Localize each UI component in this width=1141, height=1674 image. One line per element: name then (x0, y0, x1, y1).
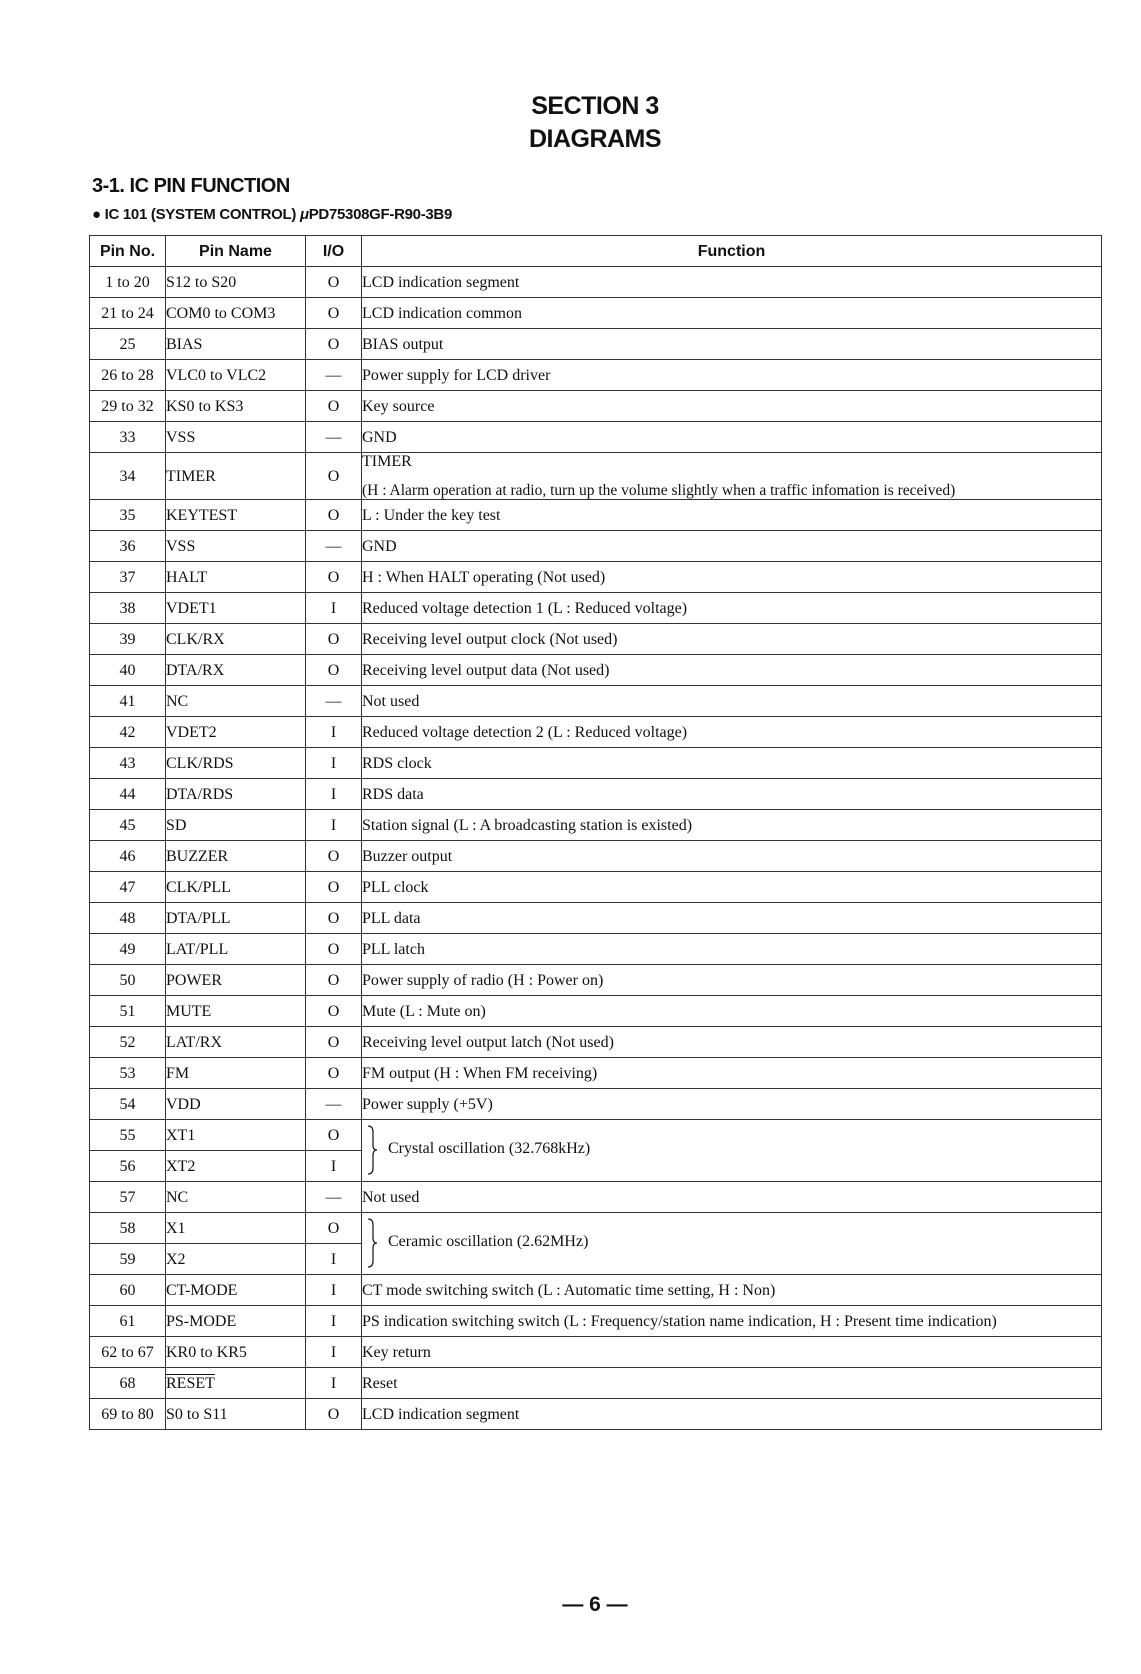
pin-function: Power supply for LCD driver (362, 360, 1102, 391)
function-line-2: (H : Alarm operation at radio, turn up the volume slightly when a traffic infomation is received) (362, 482, 956, 499)
pin-name: LAT/RX (166, 1027, 306, 1058)
pin-io: I (306, 1151, 362, 1182)
page-number: — 6 — (562, 1593, 628, 1616)
pin-no: 59 (90, 1244, 166, 1275)
pin-name: DTA/PLL (166, 903, 306, 934)
pin-io: O (306, 1027, 362, 1058)
pin-no: 48 (90, 903, 166, 934)
section-number: SECTION 3 (531, 92, 659, 120)
table-row (90, 686, 1102, 717)
pin-name: KR0 to KR5 (166, 1337, 306, 1368)
table-body-oscillators (90, 1120, 1102, 1275)
pin-io: O (306, 1120, 362, 1151)
pin-no: 40 (90, 655, 166, 686)
pin-function: Not used (362, 1182, 1102, 1213)
table-row (90, 1399, 1102, 1430)
pin-name: BUZZER (166, 841, 306, 872)
pin-function: Buzzer output (362, 841, 1102, 872)
pin-function: Reset (362, 1368, 1102, 1399)
pin-function: GND (362, 531, 1102, 562)
pin-function: Power supply (+5V) (362, 1089, 1102, 1120)
pin-io: — (306, 531, 362, 562)
pin-function: PLL latch (362, 934, 1102, 965)
pin-name: VDD (166, 1089, 306, 1120)
pin-name: POWER (166, 965, 306, 996)
pin-function: Receiving level output clock (Not used) (362, 624, 1102, 655)
table-row (90, 562, 1102, 593)
pin-function: LCD indication common (362, 298, 1102, 329)
table-row (90, 500, 1102, 531)
table-row (90, 1306, 1102, 1337)
pin-no: 43 (90, 748, 166, 779)
pin-name: DTA/RDS (166, 779, 306, 810)
pin-io: — (306, 1089, 362, 1120)
pin-function: Reduced voltage detection 1 (L : Reduced voltage) (362, 593, 1102, 624)
pin-name: NC (166, 1182, 306, 1213)
pin-no: 42 (90, 717, 166, 748)
table-header-row (90, 236, 1102, 267)
pin-function: RDS clock (362, 748, 1102, 779)
pin-no: 57 (90, 1182, 166, 1213)
pin-name: KS0 to KS3 (166, 391, 306, 422)
subsection-title: 3-1. IC PIN FUNCTION (92, 175, 290, 197)
table-row (90, 391, 1102, 422)
table-row (90, 779, 1102, 810)
pin-function: GND (362, 422, 1102, 453)
pin-function: PLL clock (362, 872, 1102, 903)
pin-function: CT mode switching switch (L : Automatic time setting, H : Non) (362, 1275, 1102, 1306)
table-row (90, 267, 1102, 298)
pin-io: O (306, 1399, 362, 1430)
pin-io: O (306, 267, 362, 298)
pin-function: RDS data (362, 779, 1102, 810)
pin-io: O (306, 965, 362, 996)
table-row (90, 1182, 1102, 1213)
pin-name: TIMER (166, 453, 306, 500)
pin-no: 56 (90, 1151, 166, 1182)
pin-name: S12 to S20 (166, 267, 306, 298)
pin-no: 33 (90, 422, 166, 453)
header-io: I/O (306, 236, 362, 267)
pin-name: X2 (166, 1244, 306, 1275)
pin-name: RESET (166, 1368, 306, 1399)
pin-name: XT1 (166, 1120, 306, 1151)
pin-name: FM (166, 1058, 306, 1089)
pin-io: I (306, 1337, 362, 1368)
pin-function: Mute (L : Mute on) (362, 996, 1102, 1027)
table-body-tail (90, 1275, 1102, 1430)
pin-name: CLK/RDS (166, 748, 306, 779)
table-row (90, 624, 1102, 655)
pin-io: O (306, 655, 362, 686)
table-row (90, 996, 1102, 1027)
pin-name: DTA/RX (166, 655, 306, 686)
header-function: Function (362, 236, 1102, 267)
pin-no: 34 (90, 453, 166, 500)
pin-io: I (306, 810, 362, 841)
pin-function: FM output (H : When FM receiving) (362, 1058, 1102, 1089)
table-row (90, 422, 1102, 453)
pin-function: Reduced voltage detection 2 (L : Reduced voltage) (362, 717, 1102, 748)
pin-name: CLK/PLL (166, 872, 306, 903)
pin-no: 61 (90, 1306, 166, 1337)
pin-function (362, 1120, 1102, 1182)
pin-no: 39 (90, 624, 166, 655)
table-row (90, 1337, 1102, 1368)
pin-no: 47 (90, 872, 166, 903)
table-row (90, 1027, 1102, 1058)
pin-no: 41 (90, 686, 166, 717)
pin-io: O (306, 903, 362, 934)
pin-function: H : When HALT operating (Not used) (362, 562, 1102, 593)
pin-function: PLL data (362, 903, 1102, 934)
pin-no: 53 (90, 1058, 166, 1089)
pin-name: COM0 to COM3 (166, 298, 306, 329)
pin-name: VDET2 (166, 717, 306, 748)
table-row (90, 1213, 1102, 1244)
pin-name: HALT (166, 562, 306, 593)
pin-function: LCD indication segment (362, 1399, 1102, 1430)
pin-io: I (306, 717, 362, 748)
table-row (90, 453, 1102, 500)
brace-icon (366, 1217, 378, 1269)
pin-io: I (306, 779, 362, 810)
pin-function: Not used (362, 686, 1102, 717)
function-line-1: TIMER (362, 453, 412, 470)
pin-name: NC (166, 686, 306, 717)
pin-function (362, 1213, 1102, 1275)
ic-title (92, 206, 452, 223)
pin-io: O (306, 329, 362, 360)
pin-function-table (89, 235, 1102, 1430)
pin-io: O (306, 298, 362, 329)
pin-name: PS-MODE (166, 1306, 306, 1337)
table-row (90, 1120, 1102, 1151)
pin-no: 21 to 24 (90, 298, 166, 329)
pin-name: S0 to S11 (166, 1399, 306, 1430)
pin-name: VSS (166, 531, 306, 562)
pin-no: 36 (90, 531, 166, 562)
pin-io: — (306, 686, 362, 717)
pin-no: 52 (90, 1027, 166, 1058)
pin-function: Station signal (L : A broadcasting station is existed) (362, 810, 1102, 841)
table-row (90, 531, 1102, 562)
pin-io: I (306, 1306, 362, 1337)
pin-no: 58 (90, 1213, 166, 1244)
pin-io: O (306, 1058, 362, 1089)
table-row (90, 903, 1102, 934)
table-row (90, 717, 1102, 748)
pin-no: 62 to 67 (90, 1337, 166, 1368)
pin-no: 1 to 20 (90, 267, 166, 298)
table-row (90, 329, 1102, 360)
table-row (90, 1058, 1102, 1089)
pin-io: O (306, 391, 362, 422)
pin-name: VDET1 (166, 593, 306, 624)
pin-no: 46 (90, 841, 166, 872)
table-row (90, 360, 1102, 391)
pin-no: 44 (90, 779, 166, 810)
table-row (90, 748, 1102, 779)
pin-function (362, 453, 1102, 500)
pin-function: LCD indication segment (362, 267, 1102, 298)
pin-no: 29 to 32 (90, 391, 166, 422)
pin-name: XT2 (166, 1151, 306, 1182)
pin-io: I (306, 593, 362, 624)
pin-name: VLC0 to VLC2 (166, 360, 306, 391)
pin-no: 54 (90, 1089, 166, 1120)
pin-name: CT-MODE (166, 1275, 306, 1306)
table-row (90, 1368, 1102, 1399)
header-pin-name: Pin Name (166, 236, 306, 267)
pin-no: 25 (90, 329, 166, 360)
pin-io: I (306, 1275, 362, 1306)
table-body-main (90, 267, 1102, 1120)
table-row (90, 841, 1102, 872)
table-row (90, 1275, 1102, 1306)
pin-io: O (306, 624, 362, 655)
table-row (90, 1089, 1102, 1120)
pin-io: O (306, 500, 362, 531)
pin-function: PS indication switching switch (L : Frequency/station name indication, H : Present time indication) (362, 1306, 1102, 1337)
pin-no: 37 (90, 562, 166, 593)
section-title: DIAGRAMS (528, 125, 662, 153)
pin-name: VSS (166, 422, 306, 453)
pin-name: SD (166, 810, 306, 841)
pin-name: BIAS (166, 329, 306, 360)
pin-io: O (306, 1213, 362, 1244)
header-pin-no: Pin No. (90, 236, 166, 267)
pin-no: 45 (90, 810, 166, 841)
pin-io: I (306, 748, 362, 779)
pin-no: 26 to 28 (90, 360, 166, 391)
pin-function: BIAS output (362, 329, 1102, 360)
pin-function: Key source (362, 391, 1102, 422)
pin-function: Receiving level output data (Not used) (362, 655, 1102, 686)
pin-function: Key return (362, 1337, 1102, 1368)
pin-name: MUTE (166, 996, 306, 1027)
pin-io: — (306, 422, 362, 453)
ic-title-prefix: ● IC 101 (SYSTEM CONTROL) (92, 206, 300, 223)
table-row (90, 298, 1102, 329)
pin-no: 35 (90, 500, 166, 531)
pin-function: Receiving level output latch (Not used) (362, 1027, 1102, 1058)
pin-no: 60 (90, 1275, 166, 1306)
pin-io: I (306, 1368, 362, 1399)
pin-io: O (306, 562, 362, 593)
section-heading (0, 90, 1141, 156)
pin-no: 49 (90, 934, 166, 965)
ic-title-mu: μ (299, 206, 309, 223)
crystal-function-text: Crystal oscillation (32.768kHz) (388, 1140, 591, 1157)
pin-function: L : Under the key test (362, 500, 1102, 531)
ic-title-part: PD75308GF-R90-3B9 (308, 206, 453, 223)
pin-io: O (306, 996, 362, 1027)
pin-io: I (306, 1244, 362, 1275)
pin-name: CLK/RX (166, 624, 306, 655)
pin-no: 50 (90, 965, 166, 996)
table-row (90, 872, 1102, 903)
pin-no: 38 (90, 593, 166, 624)
pin-io: O (306, 934, 362, 965)
ceramic-function-text: Ceramic oscillation (2.62MHz) (388, 1233, 589, 1250)
table-row (90, 934, 1102, 965)
table-row (90, 593, 1102, 624)
pin-no: 55 (90, 1120, 166, 1151)
table-row (90, 655, 1102, 686)
pin-io: O (306, 872, 362, 903)
table-row (90, 810, 1102, 841)
pin-name: X1 (166, 1213, 306, 1244)
pin-io: — (306, 360, 362, 391)
pin-io: — (306, 1182, 362, 1213)
table-row (90, 965, 1102, 996)
pin-no: 69 to 80 (90, 1399, 166, 1430)
pin-no: 51 (90, 996, 166, 1027)
pin-io: O (306, 453, 362, 500)
pin-io: O (306, 841, 362, 872)
pin-function: Power supply of radio (H : Power on) (362, 965, 1102, 996)
pin-no: 68 (90, 1368, 166, 1399)
pin-name: LAT/PLL (166, 934, 306, 965)
brace-icon (366, 1124, 378, 1176)
pin-name: KEYTEST (166, 500, 306, 531)
